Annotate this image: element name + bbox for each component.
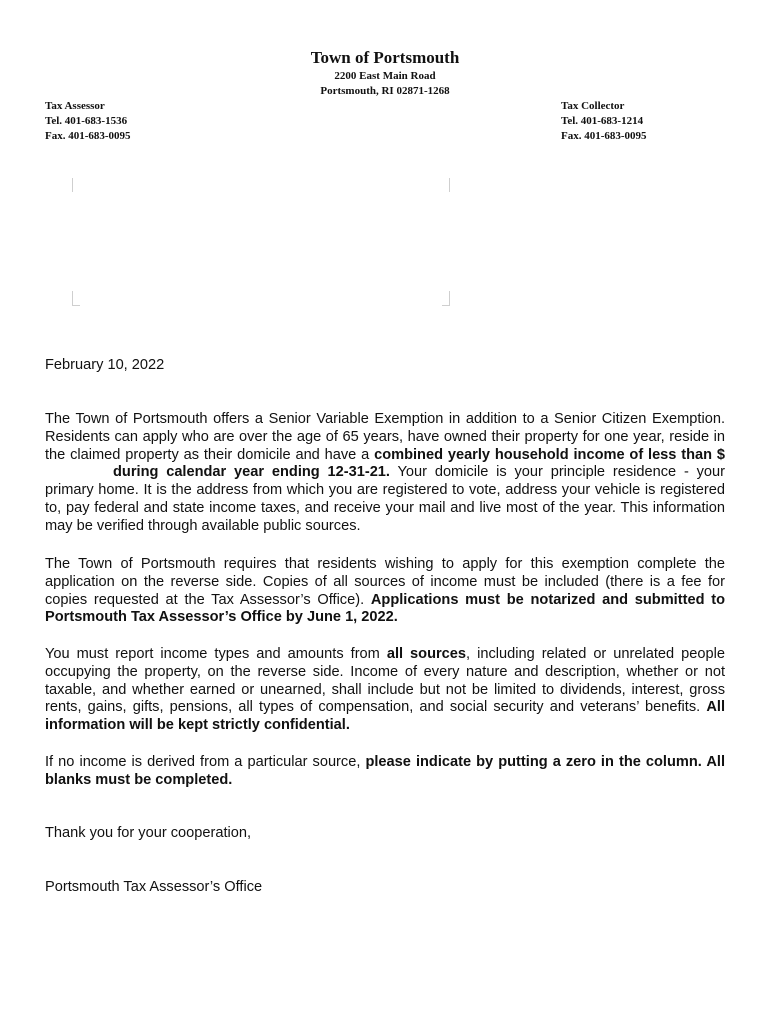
address-window-corner — [72, 178, 80, 192]
tax-collector-tel: Tel. 401-683-1214 — [561, 115, 644, 127]
address-window-corner — [72, 291, 80, 306]
letter-closing: Thank you for your cooperation, — [45, 825, 252, 841]
p3-bold-b: All information will be kept strictly confidential. — [45, 699, 725, 734]
p2-bold-a: Applications must be notarized and submitted to Portsmouth Tax Assessor’s Office by June 1, 2022. — [45, 591, 725, 626]
letterhead-title: Town of Portsmouth — [310, 48, 460, 67]
p1-bold-a: combined yearly household income of less than $ — [374, 446, 726, 463]
address-window-corner — [442, 291, 450, 306]
letterhead-address-line2: Portsmouth, RI 02871-1268 — [320, 85, 450, 97]
letterhead-address-line1: 2200 East Main Road — [334, 70, 436, 82]
p2-text-a: The Town of Portsmouth requires that residents wishing to apply for this exemption complete the application on the reverse side. Copies of all sources of income must be included (there is a fee for copies requested at the Tax Assessor’s Office). — [45, 556, 725, 608]
p3-text-b: , including related or unrelated people occupying the property, on the reverse side. Income of every nature and description, whether or not taxable, and whether earned or unearned, shall include but not be limited to dividends, interest, gross rents, gains, gifts, pensions, all types of compensation, and social security and veterans’ benefits. — [45, 646, 725, 716]
p1-bold-b: during calendar year ending 12-31-21. — [113, 464, 390, 481]
paragraph-blanks — [45, 754, 725, 790]
recipient-address-window — [72, 178, 450, 306]
p1-text-b: Your domicile is your principle residence - your primary home. It is the address from which you are registered to vote, address your vehicle is registered to, pay federal and state income taxes, and receive your mail and live most of the year. This information may be verified through available public sources. — [45, 464, 725, 534]
tax-collector-label: Tax Collector — [561, 100, 625, 112]
tax-assessor-contact — [45, 99, 131, 144]
tax-assessor-fax: Fax. 401-683-0095 — [45, 130, 131, 142]
letter-signoff: Portsmouth Tax Assessor’s Office — [45, 879, 263, 895]
p4-text-a: If no income is derived from a particular source, — [45, 754, 366, 770]
address-window-corner — [442, 178, 450, 192]
p3-text-a: You must report income types and amounts from — [45, 646, 387, 662]
tax-collector-contact — [561, 99, 647, 144]
tax-assessor-tel: Tel. 401-683-1536 — [45, 115, 128, 127]
tax-collector-fax: Fax. 401-683-0095 — [561, 130, 647, 142]
paragraph-application — [45, 556, 725, 627]
p1-text-a: The Town of Portsmouth offers a Senior Variable Exemption in addition to a Senior Citizen Exemption. Residents can apply who are over the age of 65 years, have owned their property for one year, reside in the claimed property as their domicile and have a — [45, 411, 725, 463]
p3-bold-a: all sources — [386, 646, 467, 662]
paragraph-income-sources — [45, 646, 725, 735]
letter-date: February 10, 2022 — [45, 357, 165, 373]
tax-assessor-label: Tax Assessor — [45, 100, 105, 112]
paragraph-eligibility — [45, 411, 725, 536]
p4-bold-a: please indicate by putting a zero in the column. All blanks must be completed. — [45, 754, 726, 788]
